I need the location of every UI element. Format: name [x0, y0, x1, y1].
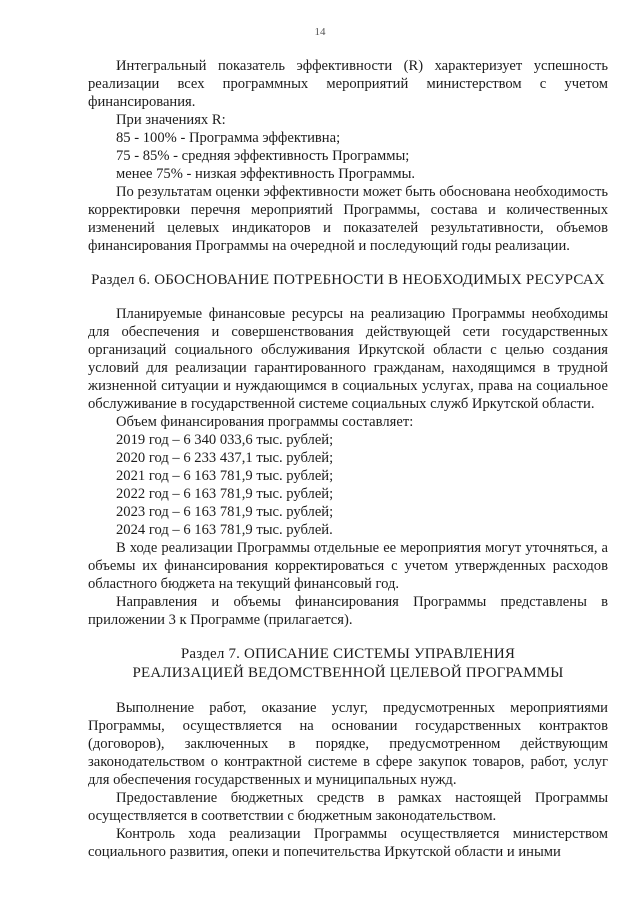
evaluation-results-paragraph: По результатам оценки эффективности может быть обоснована необходимость корректировки перечня мероприятий Программы, состава и количественных изменений целевых индикаторов и показателей результативности, объемов финансирования Программы на очередной и последующий годы реализации. — [88, 184, 608, 254]
resources-paragraph: Планируемые финансовые ресурсы на реализацию Программы необходимы для обеспечения и совершенствования действующей сети государственных организаций социального обслуживания Иркутской области с целью создания условий для реализации гарантированного гражданам, находящимся в трудной жизненной ситуации и нуждающимся в социальных услугах, права на социальное обслуживание в государственной системе социальных служб Иркутской области. — [88, 306, 608, 412]
funding-year-item: 2021 год – 6 163 781,9 тыс. рублей; — [116, 468, 334, 484]
section-7-heading-line2: РЕАЛИЗАЦИЕЙ ВЕДОМСТВЕННОЙ ЦЕЛЕВОЙ ПРОГРАММЫ — [132, 665, 564, 681]
section-6-heading: Раздел 6. ОБОСНОВАНИЕ ПОТРЕБНОСТИ В НЕОБХОДИМЫХ РЕСУРСАХ — [91, 272, 605, 288]
document-body — [88, 57, 608, 861]
funding-year-item: 2019 год – 6 340 033,6 тыс. рублей; — [116, 432, 334, 448]
funding-year-item: 2022 год – 6 163 781,9 тыс. рублей; — [116, 486, 334, 502]
funding-intro: Объем финансирования программы составляет: — [116, 414, 414, 430]
criteria-item: 75 - 85% - средняя эффективность Программы; — [116, 148, 410, 164]
criteria-intro: При значениях R: — [116, 112, 226, 128]
page-number: 14 — [314, 26, 326, 38]
section-7-heading-line1: Раздел 7. ОПИСАНИЕ СИСТЕМЫ УПРАВЛЕНИЯ — [180, 646, 516, 662]
budget-paragraph: Предоставление бюджетных средств в рамках настоящей Программы осуществляется в соответствии с бюджетным законодательством. — [88, 790, 608, 824]
section-7-heading — [88, 645, 608, 683]
funding-year-item: 2024 год – 6 163 781,9 тыс. рублей. — [116, 522, 333, 538]
appendix-reference-paragraph: Направления и объемы финансирования Программы представлены в приложении 3 к Программе (прилагается). — [88, 594, 608, 628]
contracts-paragraph: Выполнение работ, оказание услуг, предусмотренных мероприятиями Программы, осуществляется на основании государственных контрактов (договоров), заключенных в порядке, предусмотренном действующим законодательством о контрактной системе в сфере закупок товаров, работ, услуг для обеспечения государственных и муниципальных нужд. — [88, 700, 608, 788]
efficiency-paragraph: Интегральный показатель эффективности (R) характеризует успешность реализации всех программных мероприятий министерством с учетом финансирования. — [88, 58, 608, 110]
funding-year-item: 2023 год – 6 163 781,9 тыс. рублей; — [116, 504, 334, 520]
control-paragraph: Контроль хода реализации Программы осуществляется министерством социального развития, опеки и попечительства Иркутской области и иными — [88, 826, 608, 860]
criteria-item: менее 75% - низкая эффективность Программы. — [116, 166, 416, 182]
criteria-item: 85 - 100% - Программа эффективна; — [116, 130, 341, 146]
funding-adjustment-paragraph: В ходе реализации Программы отдельные ее мероприятия могут уточняться, а объемы их финансирования корректироваться с учетом утвержденных расходов областного бюджета на текущий финансовый год. — [88, 540, 608, 592]
funding-year-item: 2020 год – 6 233 437,1 тыс. рублей; — [116, 450, 334, 466]
